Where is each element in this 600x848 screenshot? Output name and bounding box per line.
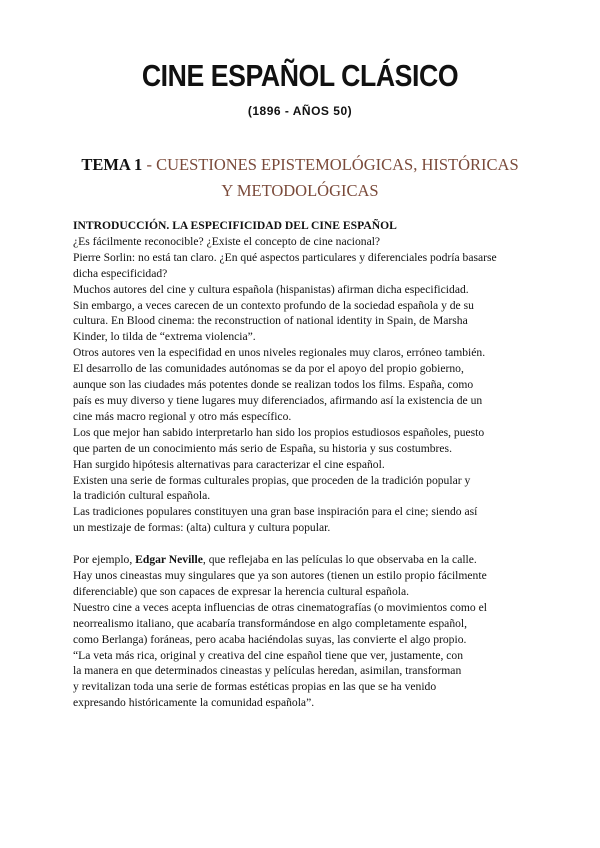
paragraph-line: cine más macro regional y otro más específico.	[73, 409, 292, 423]
topic-heading	[40, 152, 560, 204]
paragraph-line: la tradición cultural española.	[73, 489, 211, 503]
document-subtitle: (1896 - AÑOS 50)	[247, 104, 353, 118]
document-body	[73, 218, 533, 711]
director-name: Edgar Neville	[135, 553, 203, 567]
topic-title-part-2: Y METODOLÓGICAS	[221, 181, 379, 200]
paragraph-line: Kinder, lo tilda de “extrema violencia”.	[73, 330, 256, 344]
paragraph-line: dicha especificidad?	[73, 266, 168, 280]
paragraph-line: cultura. En Blood cinema: the reconstruction of national identity in Spain, de Marsha	[73, 314, 468, 328]
topic-title-part-1: CUESTIONES EPISTEMOLÓGICAS, HISTÓRICAS	[156, 155, 519, 174]
section-heading: INTRODUCCIÓN. LA ESPECIFICIDAD DEL CINE ESPAÑOL	[73, 219, 397, 232]
example-suffix: , que reflejaba en las películas lo que observaba en la calle.	[202, 553, 477, 567]
paragraph-line: Pierre Sorlin: no está tan claro. ¿En qué aspectos particulares y diferenciales podría basarse	[73, 250, 497, 264]
paragraph-line: El desarrollo de las comunidades autónomas se da por el apoyo del propio gobierno,	[73, 362, 464, 376]
paragraph-spacer	[73, 536, 533, 552]
document-title: CINE ESPAÑOL CLÁSICO	[141, 58, 459, 93]
quote-line: “La veta más rica, original y creativa del cine español tiene que ver, justamente, con	[73, 648, 464, 662]
paragraph-line: neorrealismo italiano, que acabaría transformándose en algo completamente español,	[73, 616, 468, 630]
paragraph-line: como Berlanga) foráneas, pero acaba haciéndolas suyas, las convierte el algo propio.	[73, 632, 467, 646]
topic-heading-line-1	[40, 152, 560, 178]
quote-line: y revitalizan toda una serie de formas estéticas propias en las que se ha venido	[73, 680, 437, 694]
paragraph-line: Nuestro cine a veces acepta influencias de otras cinematografías (o movimientos como el	[73, 600, 487, 614]
paragraph-line: Muchos autores del cine y cultura española (hispanistas) afirman dicha especificidad.	[73, 282, 469, 296]
example-prefix: Por ejemplo,	[73, 553, 136, 567]
paragraph-line: diferenciable) que son capaces de expresar la herencia cultural española.	[73, 584, 410, 598]
quote-line: expresando históricamente la comunidad española”.	[73, 696, 315, 710]
topic-number: TEMA 1	[81, 155, 143, 174]
paragraph-line: Han surgido hipótesis alternativas para caracterizar el cine español.	[73, 457, 385, 471]
paragraph-line: Existen una serie de formas culturales propias, que proceden de la tradición popular y	[73, 473, 471, 487]
paragraph-line: ¿Es fácilmente reconocible? ¿Existe el concepto de cine nacional?	[73, 234, 381, 248]
quote-line: la manera en que determinados cineastas y películas heredan, asimilan, transforman	[73, 664, 462, 678]
paragraph-line: Las tradiciones populares constituyen una gran base inspiración para el cine; siendo así	[73, 505, 478, 519]
paragraph-line: Hay unos cineastas muy singulares que ya son autores (tienen un estilo propio fácilmente	[73, 569, 487, 583]
paragraph-line: país es muy diverso y tiene lugares muy diferenciados, afirmando así la existencia de un	[73, 393, 483, 407]
topic-separator: -	[142, 155, 157, 174]
paragraph-line: Otros autores ven la especifidad en unos niveles regionales muy claros, erróneo también.	[73, 346, 486, 360]
paragraph-line	[73, 552, 533, 568]
paragraph-line: Los que mejor han sabido interpretarlo han sido los propios estudiosos españoles, puesto	[73, 425, 485, 439]
paragraph-line: un mestizaje de formas: (alta) cultura y cultura popular.	[73, 521, 331, 535]
paragraph-line: Sin embargo, a veces carecen de un contexto profundo de la sociedad española y de su	[73, 298, 474, 312]
paragraph-line: que parten de un conocimiento más serio de España, su historia y sus costumbres.	[73, 441, 452, 455]
paragraph-line: aunque son las ciudades más potentes donde se realizan todos los films. España, como	[73, 378, 474, 392]
